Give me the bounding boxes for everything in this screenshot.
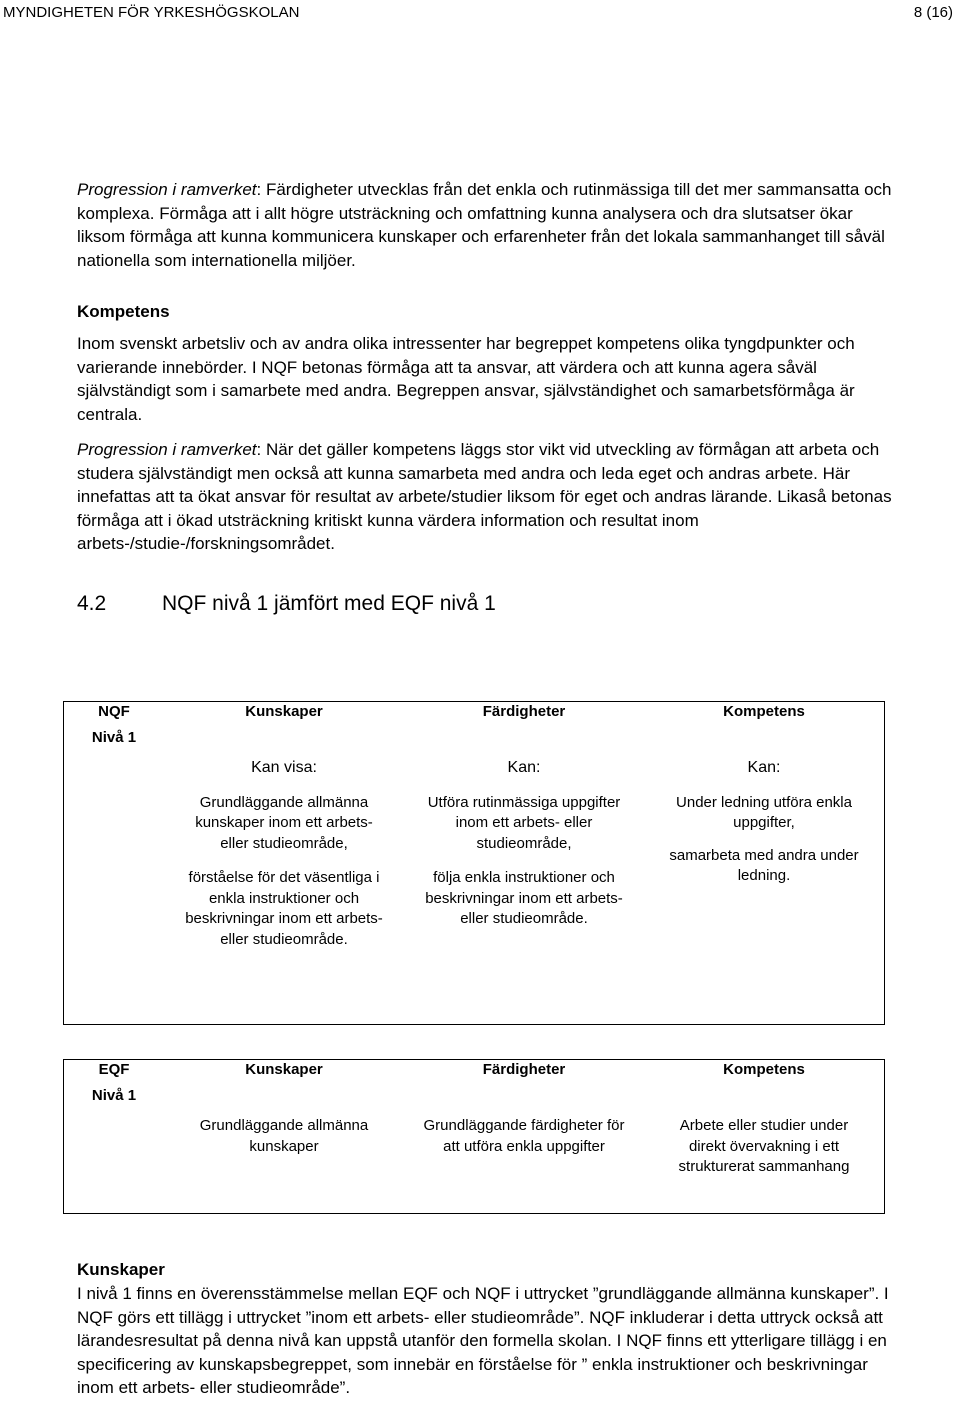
header-page-number: 8 (16): [913, 4, 953, 21]
nqf-corner-bottom: Nivå 1: [91, 729, 137, 746]
progression-label: Progression i ramverket: [77, 440, 257, 459]
eqf-corner-top: EQF: [98, 1061, 130, 1078]
progression-text: : När det gäller kompetens läggs stor vikt vid utveckling av förmågan att arbeta och studera självständigt men också att kunna samarbeta med andra och leda eget och andras arbete. Här innefattas att ta ökat ansvar för resultat av arbete/studier liksom för eget och andras lärande. Likaså betonas förmåga att i ökad utsträckning kritiskt kunna värdera information och resultat inom arbets-/studie-/forskningsområdet.: [77, 440, 892, 553]
nqf-fardigheter-item-1: Utföra rutinmässiga uppgifter inom ett arbets- eller studieområde,: [427, 793, 621, 852]
nqf-lead-kompetens: Kan:: [747, 759, 781, 776]
nqf-col-kompetens: Kompetens: [723, 703, 805, 720]
nqf-kunskaper-item-2: förståelse för det väsentliga i enkla instruktioner och beskrivningar inom ett arbets- eller studieområde.: [185, 869, 383, 948]
page-header: [0, 0, 960, 26]
eqf-col-kompetens: Kompetens: [723, 1061, 805, 1078]
eqf-col-fardigheter: Färdigheter: [482, 1061, 566, 1078]
progression-label: Progression i ramverket: [77, 180, 257, 199]
nqf-corner-top: NQF: [98, 703, 130, 720]
kompetens-paragraph: Inom svenskt arbetsliv och av andra olika intressenter har begreppet kompetens olika tyngdpunkter och varierande innebörder. I NQF betonas förmåga att ta ansvar, att värdera och att kunna agera såväl självständigt som i samarbete med andra. Begreppen ansvar, självständighet och samarbetsförmåga är centrala.: [77, 334, 855, 424]
section-title: NQF nivå 1 jämfört med EQF nivå 1: [162, 591, 496, 615]
eqf-cell-kunskaper: [164, 1116, 404, 1213]
section-number: 4.2: [77, 591, 107, 615]
nqf-fardigheter-item-2: följa enkla instruktioner och beskrivningar inom ett arbets- eller studieområde.: [425, 869, 623, 927]
nqf-col-fardigheter: Färdigheter: [482, 703, 566, 720]
eqf-level-table: [64, 1060, 884, 1213]
progression-paragraph-fardigheter: [77, 178, 897, 272]
nqf-kunskaper-item-1: Grundläggande allmänna kunskaper inom ett arbets- eller studieområde,: [195, 793, 373, 852]
eqf-kunskaper-item: Grundläggande allmänna kunskaper: [199, 1117, 369, 1155]
heading-kompetens: Kompetens: [77, 302, 170, 321]
nqf-cell-kunskaper: [164, 758, 404, 1024]
nqf-level-table: [64, 702, 884, 1024]
section-heading: [77, 590, 897, 618]
nqf-kompetens-item-1: Under ledning utföra enkla uppgifter,: [676, 793, 852, 831]
eqf-fardigheter-item: Grundläggande färdigheter för att utföra enkla uppgifter: [423, 1117, 625, 1155]
eqf-cell-fardigheter: [404, 1116, 644, 1213]
nqf-cell-kompetens: [644, 758, 884, 1024]
nqf-cell-fardigheter: [404, 758, 644, 1024]
nqf-kompetens-item-2: samarbeta med andra under ledning.: [669, 846, 859, 884]
header-organization: MYNDIGHETEN FÖR YRKESHÖGSKOLAN: [3, 4, 300, 21]
eqf-col-kunskaper: Kunskaper: [245, 1061, 323, 1078]
eqf-cell-kompetens: [644, 1116, 884, 1213]
nqf-lead-fardigheter: Kan:: [507, 759, 541, 776]
main-content: [77, 178, 897, 618]
progression-paragraph-kompetens: [77, 438, 897, 556]
kunskaper-paragraph: I nivå 1 finns en överensstämmelse mellan EQF och NQF i uttrycket ”grundläggande allmänna kunskaper”. I NQF görs ett tillägg i uttrycket ”inom ett arbets- eller studieområde”. NQF inkluderar i detta uttryck också att lärandesresultat på denna nivå kan uppstå utanför den formella skolan. I NQF finns ett ytterligare tillägg i en specificering av kunskapsbegreppet, som innebär en förståelse för ” enkla instruktioner och beskrivningar inom ett arbets- eller studieområde”.: [77, 1284, 889, 1398]
eqf-kompetens-item: Arbete eller studier under direkt övervakning i ett strukturerat sammanhang: [678, 1117, 850, 1175]
progression-text: : Färdigheter utvecklas från det enkla och rutinmässiga till det mer sammansatta och komplexa. Förmåga att i allt högre utsträckning och omfattning kunna analysera och dra slutsatser ökar liksom förmåga att kunna kommunicera kunskaper och erfarenheter från det lokala sammanhanget till såväl nationella som internationella miljöer.: [77, 180, 892, 270]
kunskaper-section: [77, 1258, 907, 1400]
heading-kunskaper: Kunskaper: [77, 1260, 165, 1279]
eqf-corner-bottom: Nivå 1: [91, 1087, 137, 1104]
nqf-lead-kunskaper: Kan visa:: [251, 759, 317, 776]
nqf-col-kunskaper: Kunskaper: [245, 703, 323, 720]
